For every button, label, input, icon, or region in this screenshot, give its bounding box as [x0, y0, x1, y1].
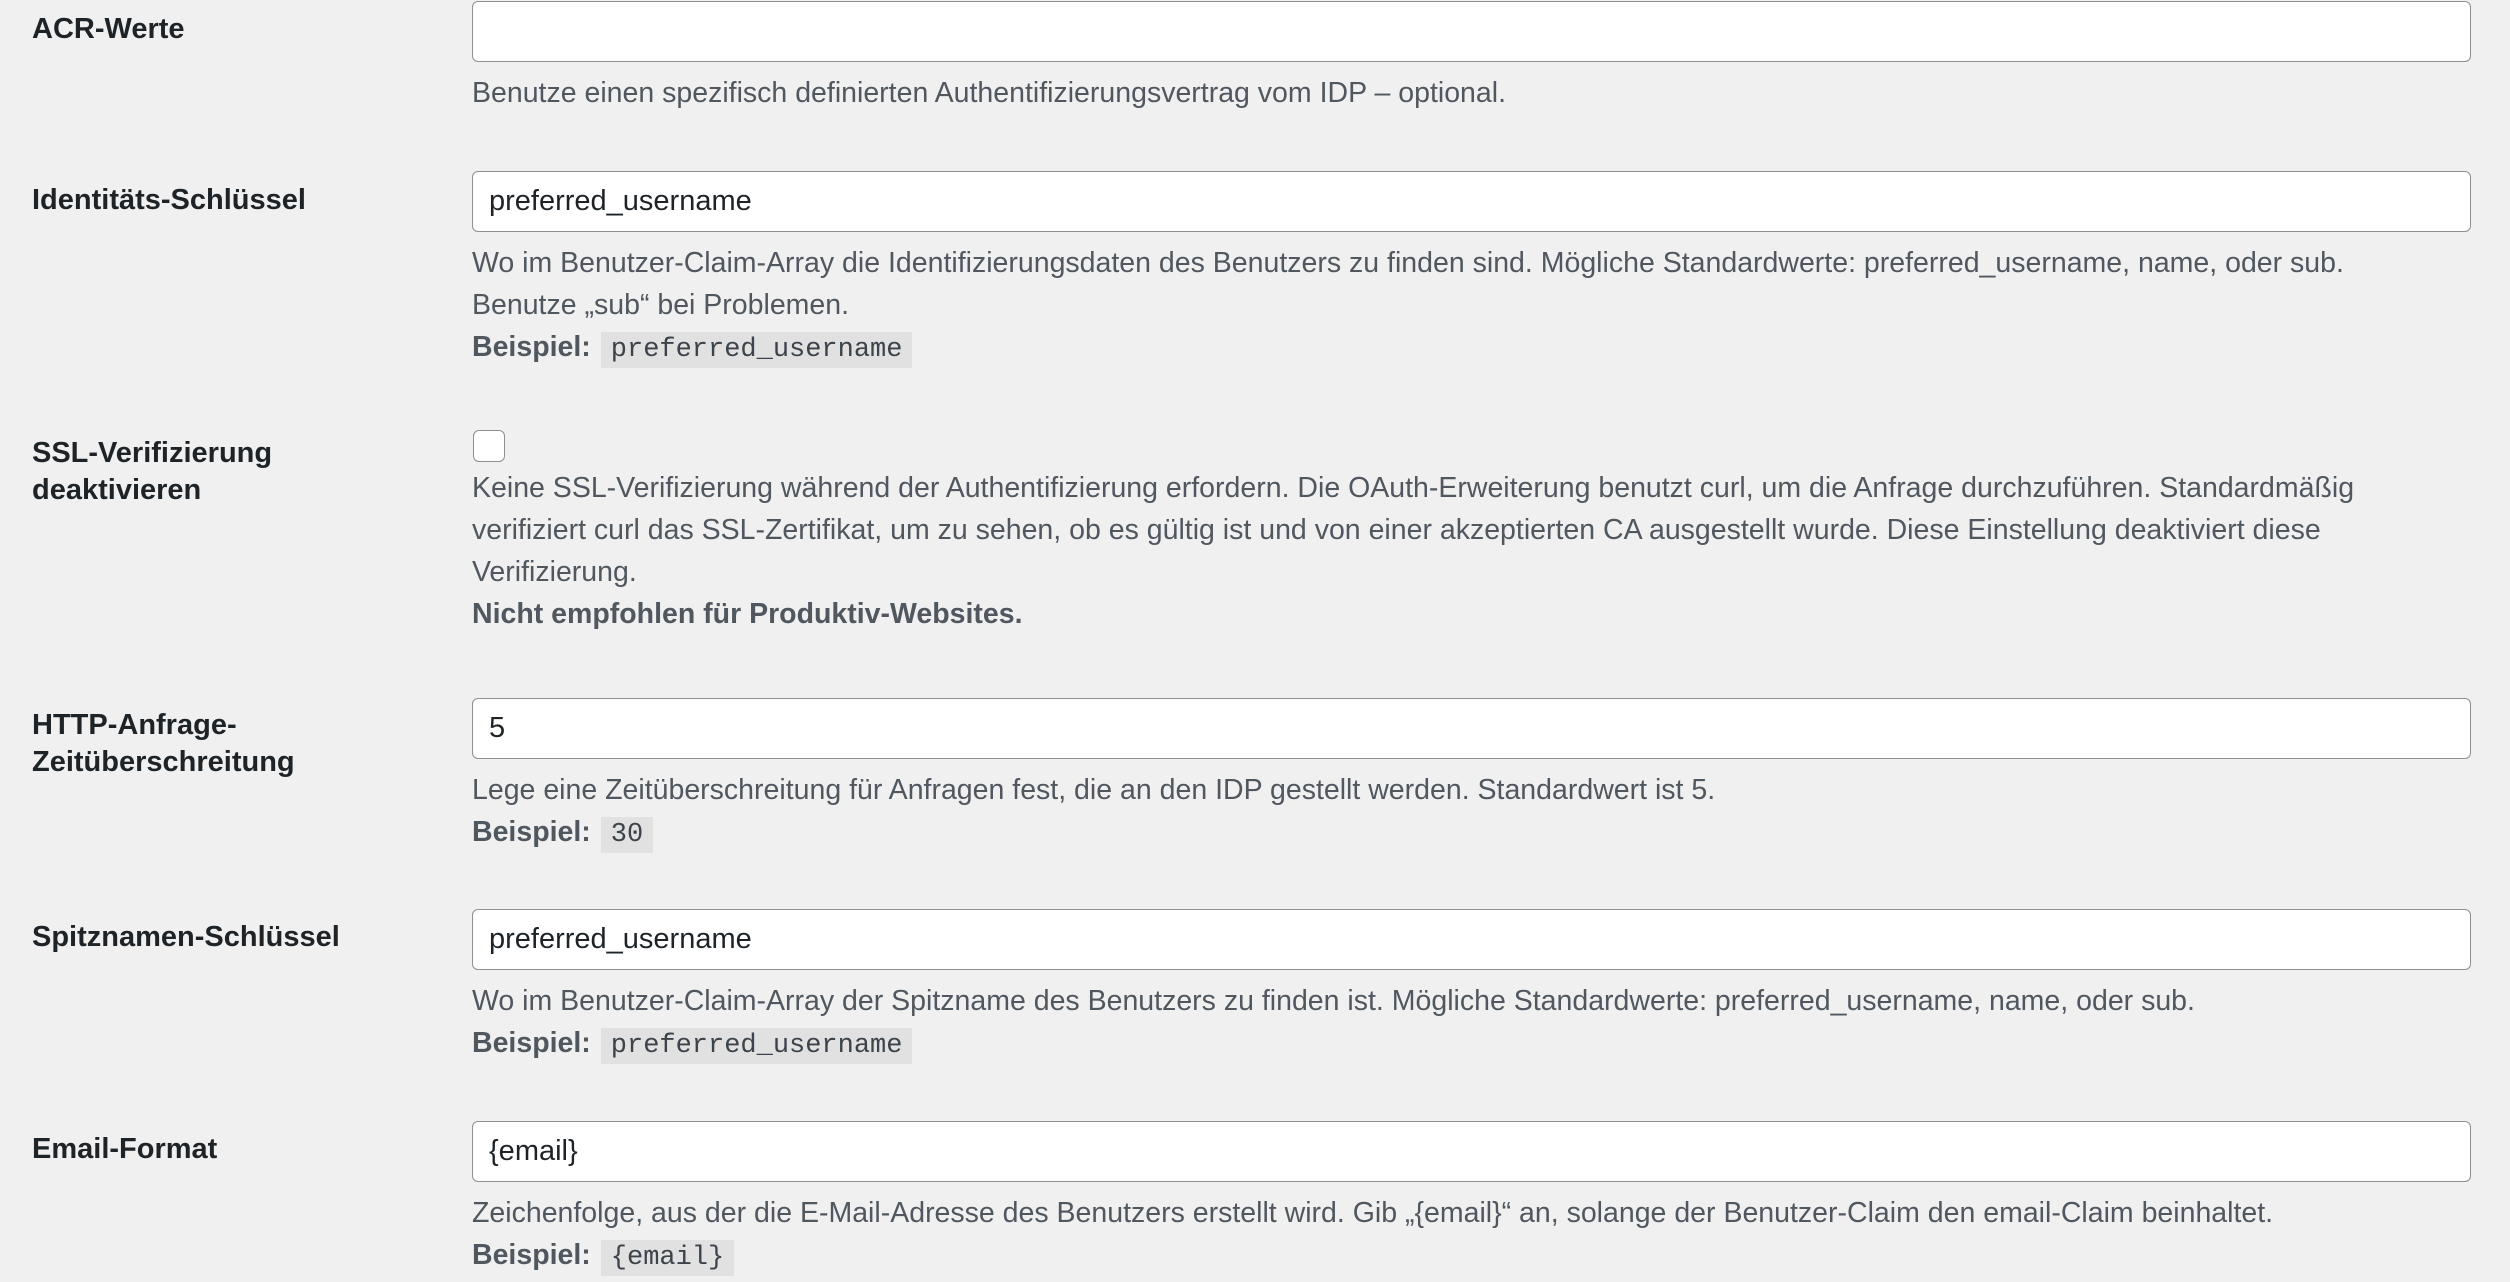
http-timeout-example-label: Beispiel:: [472, 816, 591, 848]
nickname-key-input[interactable]: [472, 909, 2471, 970]
ssl-verify-description-text: Keine SSL-Verifizierung während der Authentifizierung erfordern. Die OAuth-Erweiterung benutzt curl, um die Anfrage durchzuführen. Standardmäßig verifiziert curl das SSL-Zertifikat, um zu sehen, ob es gültig ist und von einer akzeptierten CA ausgestellt wurde. Diese Einstellung deaktiviert diese Verifizierung.: [472, 472, 2355, 588]
identity-key-example-code: preferred_username: [601, 332, 913, 368]
nickname-key-description: [472, 980, 2471, 1067]
http-timeout-label-line1: HTTP-Anfrage-: [32, 709, 237, 741]
nickname-key-field: [472, 909, 2471, 1067]
ssl-verify-description: [472, 467, 2471, 635]
ssl-verify-warning: Nicht empfohlen für Produktiv-Websites.: [472, 598, 1023, 630]
identity-key-example: [472, 326, 2471, 371]
http-timeout-input[interactable]: [472, 698, 2471, 759]
http-timeout-label: [32, 707, 432, 781]
identity-key-description-line1: Wo im Benutzer-Claim-Array die Identifizierungsdaten des Benutzers zu finden sind. Mögliche Standardwerte: preferred_username, name, oder sub.: [472, 247, 2344, 279]
email-format-field: [472, 1121, 2471, 1279]
acr-values-description: [472, 72, 2471, 114]
acr-values-description-text: Benutze einen spezifisch definierten Authentifizierungsvertrag vom IDP – optional.: [472, 77, 1507, 109]
identity-key-description-line2: Benutze „sub“ bei Problemen.: [472, 289, 850, 321]
nickname-key-example-code: preferred_username: [601, 1028, 913, 1064]
identity-key-label: Identitäts-Schlüssel: [32, 184, 306, 216]
email-format-description: [472, 1192, 2471, 1279]
ssl-verify-label-line1: SSL-Verifizierung: [32, 437, 273, 469]
email-format-example: [472, 1234, 2471, 1279]
ssl-verify-label: [32, 435, 432, 509]
nickname-key-description-text: Wo im Benutzer-Claim-Array der Spitzname des Benutzers zu finden ist. Mögliche Standardwerte: preferred_username, name, oder sub.: [472, 985, 2195, 1017]
identity-key-description: [472, 242, 2471, 371]
nickname-key-label: Spitznamen-Schlüssel: [32, 921, 340, 953]
email-format-example-code: {email}: [601, 1240, 734, 1276]
http-timeout-description-text: Lege eine Zeitüberschreitung für Anfragen fest, die an den IDP gestellt werden. Standardwert ist 5.: [472, 774, 1716, 806]
email-format-label: Email-Format: [32, 1133, 218, 1165]
identity-key-input[interactable]: [472, 171, 2471, 232]
http-timeout-example: [472, 811, 2471, 856]
email-format-example-label: Beispiel:: [472, 1239, 591, 1271]
ssl-verify-field: [472, 430, 2471, 635]
identity-key-field: [472, 171, 2471, 371]
acr-values-field: [472, 1, 2471, 114]
acr-values-label: ACR-Werte: [32, 13, 185, 45]
http-timeout-example-code: 30: [601, 817, 653, 853]
http-timeout-description: [472, 769, 2471, 856]
ssl-verify-checkbox[interactable]: [473, 430, 505, 462]
email-format-description-text: Zeichenfolge, aus der die E-Mail-Adresse des Benutzers erstellt wird. Gib „{email}“ an, solange der Benutzer-Claim den email-Claim beinhaltet.: [472, 1197, 2274, 1229]
nickname-key-example-label: Beispiel:: [472, 1027, 591, 1059]
email-format-input[interactable]: [472, 1121, 2471, 1182]
nickname-key-example: [472, 1022, 2471, 1067]
acr-values-input[interactable]: [472, 1, 2471, 62]
ssl-verify-label-line2: deaktivieren: [32, 474, 202, 506]
identity-key-example-label: Beispiel:: [472, 331, 591, 363]
http-timeout-label-line2: Zeitüberschreitung: [32, 746, 295, 778]
http-timeout-field: [472, 698, 2471, 856]
